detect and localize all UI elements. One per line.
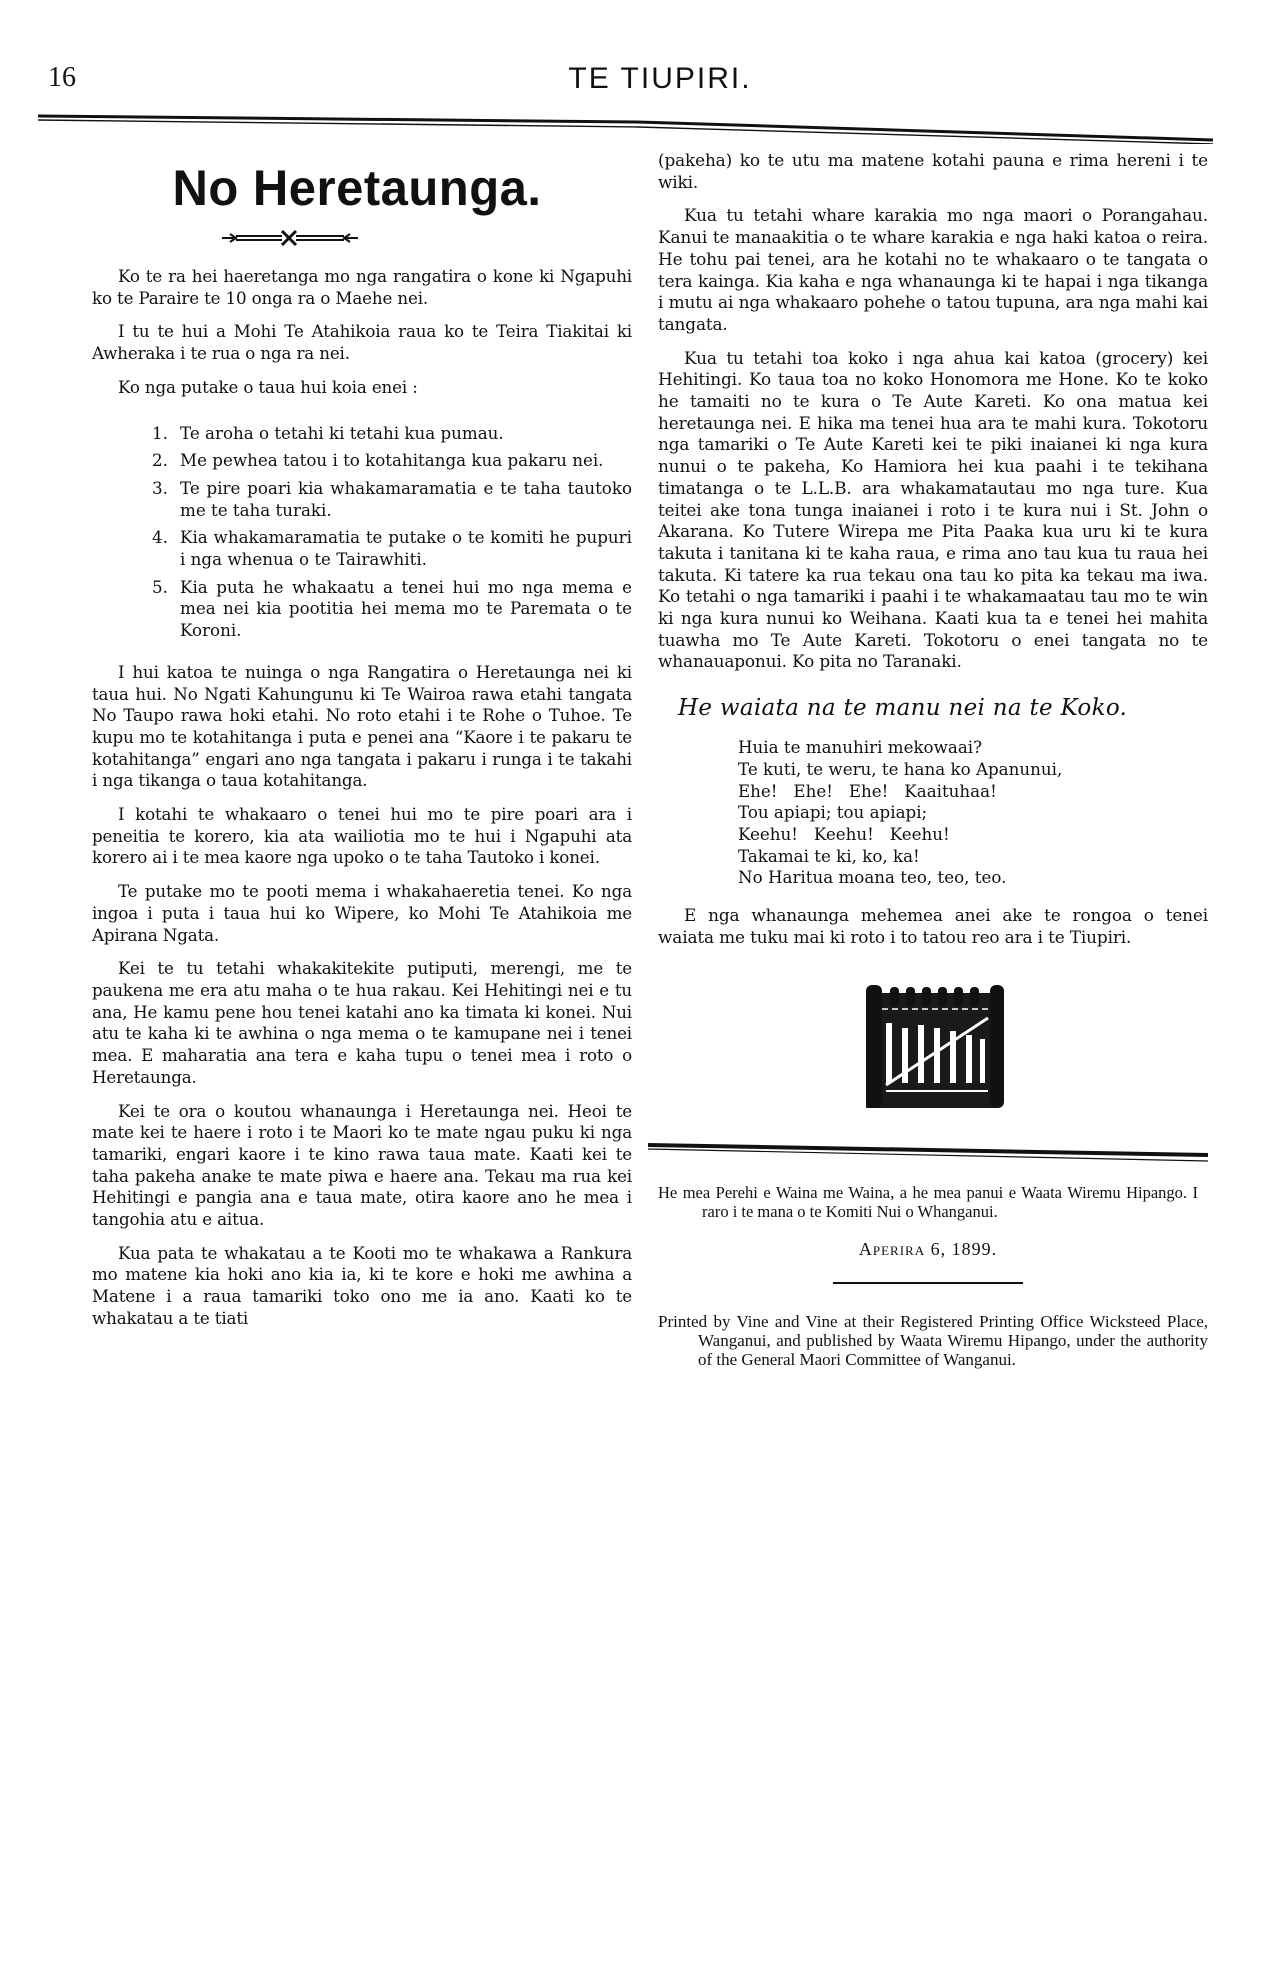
issue-date: Aperira 6, 1899. xyxy=(858,1238,998,1259)
header-rule xyxy=(38,110,1213,144)
article-paragraph: I kotahi te whakaaro o tenei hui mo te pire poari ara i peneitia te korero, kia ata wailiotia mo te hui i Ngapuhi ata korero ai i te mea kaore nga upoko o te taha Tautoko i konei. xyxy=(92,804,632,868)
song-line: Keehu! Keehu! Keehu! xyxy=(738,823,950,844)
printer-notice: Printed by Vine and Vine at their Registered Printing Office Wicksteed Place, Wanganui, and published by Waata Wiremu Hipango, under the authority of the General Maori Committee of Wanganui. xyxy=(658,1311,1208,1369)
song-line: Takamai te ki, ko, ka! xyxy=(738,845,920,866)
article-paragraph: Kei te ora o koutou whanaunga i Heretaunga nei. Heoi te mate kei te haere i roto i te Maori ko te mate ngau puku ki nga tamariki, engari kaore i te kino rawa taua mate. Kaati kei te taha pakeha anake te mate piwa e haere ana. Tekau ma rua kei Hehitingi e pangia ana e taua mate, otira kaore ano he mea i tangohia atu e aitua. xyxy=(92,1100,632,1230)
date-rule xyxy=(833,1282,1023,1284)
song-line: No Haritua moana teo, teo, teo. xyxy=(738,867,1007,888)
agenda-item xyxy=(152,478,632,521)
agenda-item xyxy=(152,577,632,642)
song-line: Ehe! Ehe! Ehe! Kaaituhaa! xyxy=(738,780,997,801)
article-paragraph-continued: (pakeha) ko te utu ma matene kotahi pauna e rima hereni i te wiki. xyxy=(658,150,1208,192)
agenda-item-number: 5. xyxy=(152,576,168,597)
song-line: Tou apiapi; tou apiapi; xyxy=(738,802,928,823)
imprint-notice: He mea Perehi e Waina me Waina, a he mea panui e Waata Wiremu Hipango. I raro i te mana o te Komiti Nui o Whanganui. xyxy=(658,1182,1198,1221)
song-verse xyxy=(738,737,1208,889)
article-paragraph: Kua tu tetahi toa koko i nga ahua kai katoa (grocery) kei Hehitingi. Ko taua toa no koko Honomora me Hone. Ko te koko he tamaiti no te kura o Te Aute Kareti. Ko ona matua kei heretaunga nei. E hika ma tenei hua ara te mahi kura. Tokotoru nga tamariki o Te Aute Kareti kei te piki inaianei ki nga kura nunui o te pakeha, Ko Hamiora hei kua paahi i te tekihana timatanga o te L.L.B. ara whakamatautau mo nga ture. Kua teitei ake tona tunga inaianei i roto i te kura nui i St. John o Akarana. Ko Tutere Wirepa me Pita Paaka kua uru ki te kura takuta i tanitana ki te kaha raua, e rima ano tau kua tu raua hei takuta. Ki tatere ka rua tekau ona tau ko pita ka tekau ma iwa. Ko tetahi o nga tamariki i paahi i te whakamaatau tau mo te win ki nga kura nunui ko Weihana. Kaati kua ta e tenei hei mahita tuawha mo Te Aute Kareti. Tokotoru o enei tangata no te whanauaponui. Ko pita no Taranaki. xyxy=(658,347,1208,672)
song-line: Te kuti, te weru, te hana ko Apanunui, xyxy=(738,758,1063,779)
agenda-item-number: 2. xyxy=(152,450,168,471)
article-paragraph: Kua pata te whakatau a te Kooti mo te whakawa a Rankura mo matene kia hoki ano kia ia, ki te kore e hoki me awhina a Matene i a raua tamariki toko ono me ia ano. Kaati ko te whakatau a te tiati xyxy=(92,1242,632,1328)
gate-illustration xyxy=(856,973,1006,1113)
agenda-item-number: 1. xyxy=(152,422,168,443)
article-paragraph: Te putake mo te pooti mema i whakahaeretia tenei. Ko nga ingoa i puta i taua hui ko Wipere, ko Mohi Te Atahikoia me Apirana Ngata. xyxy=(92,881,632,945)
left-column xyxy=(92,150,632,1342)
agenda-item-number: 4. xyxy=(152,527,168,548)
intro-paragraph-date: Ko te ra hei haeretanga mo nga rangatira o kone ki Ngapuhi ko te Paraire te 10 onga ra o Maehe nei. xyxy=(92,266,632,308)
agenda-list xyxy=(152,423,632,642)
agenda-item xyxy=(152,527,632,570)
right-column xyxy=(658,150,1208,1369)
agenda-item-text: Kia puta he whakaatu a tenei hui mo nga mema e mea nei kia pootitia hei mema mo te Paremata o te Koroni. xyxy=(180,576,632,641)
agenda-item-number: 3. xyxy=(152,477,168,498)
agenda-item xyxy=(152,450,632,472)
article-paragraph: I hui katoa te nuinga o nga Rangatira o Heretaunga nei ki taua hui. No Ngati Kahungunu ki Te Wairoa rawa etahi tangata No Taupo rawa hoki etahi. No roto etahi i te Rohe o Tuhoe. Te kupu mo te kotahitanga i puta e penei ana “Kaore i te pakaru te kotahitanga” engari ano nga tangata i pakaru i runga i te takahi i nga tikanga o taua kotahitanga. xyxy=(92,661,632,791)
intro-paragraph-meeting: I tu te hui a Mohi Te Atahikoia raua ko te Teira Tiakitai ki Awheraka i te rua o nga ra nei. xyxy=(92,321,632,364)
decorative-rule-icon xyxy=(220,228,360,248)
agenda-item xyxy=(152,423,632,445)
song-title: He waiata na te manu nei na te Koko. xyxy=(678,695,1128,722)
agenda-item-text: Me pewhea tatou i to kotahitanga kua pakaru nei. xyxy=(180,450,604,471)
song-line: Huia te manuhiri mekowaai? xyxy=(738,737,983,758)
article-paragraph: Kua tu tetahi whare karakia mo nga maori o Porangahau. Kanui te manaakitia o te whare karakia e nga haki katoa o reira. He tohu pai tenei, ara he kotahi no te whakaaro o te tangata o tera kainga. Kia kaha e nga whanaunga ki te hapai i nga tikanga i mutu ai nga whakaaro pohehe o tatou tupuna, ara nga mahi kai tangata. xyxy=(658,205,1208,334)
gate-icon xyxy=(856,973,1006,1113)
article-paragraph: Kei te tu tetahi whakakitekite putiputi, merengi, me te paukena me era atu maha o te hua rakau. Kei Hehitingi nei e tu ana, He kamu pene hou tenei katahi ano ka timata ki konei. Nui atu te kaha ki te awhina o nga mema o te kamupane nei i tenei mea. E maharatia ana tera e kaha tupu o tenei mea i roto o Heretaunga. xyxy=(92,958,632,1087)
article-headline: No Heretaunga. xyxy=(172,160,542,216)
agenda-item-text: Kia whakamaramatia te putake o te komiti he pupuri i nga whenua o te Tairawhiti. xyxy=(180,527,632,570)
publication-title: TE TIUPIRI. xyxy=(568,62,752,95)
agenda-item-text: Te aroha o tetahi ki tetahi kua pumau. xyxy=(180,422,504,443)
page-number: 16 xyxy=(48,62,76,93)
intro-paragraph-agenda: Ko nga putake o taua hui koia enei : xyxy=(118,376,418,397)
footer-rule xyxy=(648,1139,1208,1163)
closing-paragraph: E nga whanaunga mehemea anei ake te rongoa o tenei waiata me tuku mai ki roto i to tatou reo ara i te Tiupiri. xyxy=(658,905,1208,947)
agenda-item-text: Te pire poari kia whakamaramatia e te taha tautoko me te taha turaki. xyxy=(180,477,632,520)
